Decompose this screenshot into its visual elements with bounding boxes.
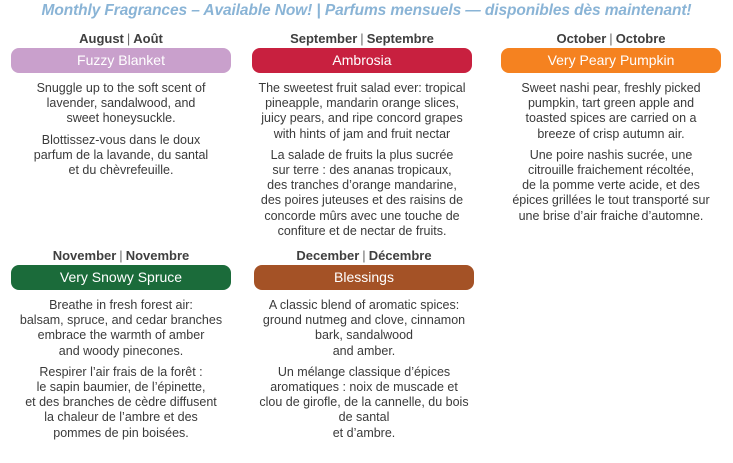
description-en: Sweet nashi pear, freshly picked pumpkin, tart green apple and toasted spices are carried on a breeze of crisp autumn air. [521, 81, 701, 141]
fragrance-name: Fuzzy Blanket [77, 52, 165, 68]
card-september [252, 30, 472, 245]
fragrance-name: Ambrosia [332, 52, 392, 68]
fragrance-name: Blessings [334, 269, 394, 285]
month-fr: Août [133, 31, 163, 46]
month-heading: December | Décembre [296, 248, 432, 263]
fragrance-name: Very Peary Pumpkin [547, 52, 675, 68]
fragrance-description [252, 81, 472, 239]
card-august [11, 30, 231, 184]
month-en: August [79, 31, 124, 46]
banner-title: Monthly Fragrances – Available Now! | Parfums mensuels — disponibles dès maintenant! [41, 2, 692, 19]
description-fr: Une poire nashis sucrée, une citrouille fraichement récoltée, de la pomme verte acide, et des épices grillées le tout transporté sur une brise d’air fraiche d’automne. [512, 147, 710, 223]
fragrance-name-pill [254, 265, 474, 290]
description-en: Snuggle up to the soft scent of lavender, sandalwood, and sweet honeysuckle. [36, 81, 206, 126]
month-fr: Novembre [125, 248, 190, 263]
description-fr: Respirer l’air frais de la forêt : le sapin baumier, de l’épinette, et des branches de cèdre diffusent la chaleur de l’ambre et des pommes de pin boisées. [25, 364, 217, 440]
month-fr: Décembre [368, 248, 432, 263]
description-fr: Un mélange classique d’épices aromatiques : noix de muscade et clou de girofle, de la cannelle, du bois de santal et d’ambre. [259, 364, 469, 440]
fragrance-description [11, 81, 231, 178]
month-fr: Octobre [615, 31, 666, 46]
description-en: The sweetest fruit salad ever: tropical pineapple, mandarin orange slices, juicy pears, and ripe concord grapes with hints of jam and fruit nectar [258, 81, 466, 141]
fragrance-name-pill [11, 48, 231, 73]
fragrance-name-pill [11, 265, 231, 290]
card-october [501, 30, 721, 230]
card-november [11, 247, 231, 447]
description-en: A classic blend of aromatic spices: ground nutmeg and clove, cinnamon bark, sandalwood and amber. [262, 298, 466, 358]
month-en: September [290, 31, 358, 46]
month-en: December [296, 248, 360, 263]
month-fr: Septembre [366, 31, 434, 46]
description-fr: La salade de fruits la plus sucrée sur terre : des ananas tropicaux, des tranches d’orange mandarine, des poires juteuses et des raisins de concorde mûrs avec une touche de confiture et de nectar de fruits. [260, 147, 464, 238]
fragrance-description [11, 298, 231, 441]
description-fr: Blottissez-vous dans le doux parfum de la lavande, du santal et du chèvrefeuille. [33, 132, 209, 178]
fragrance-description [254, 298, 474, 441]
fragrance-name-pill [501, 48, 721, 73]
month-heading: October | Octobre [556, 31, 666, 46]
month-heading: September | Septembre [290, 31, 434, 46]
fragrance-name: Very Snowy Spruce [59, 269, 183, 285]
card-december [254, 247, 474, 447]
fragrance-description [501, 81, 721, 224]
month-heading: August | Août [79, 31, 163, 46]
description-en: Breathe in fresh forest air: balsam, spruce, and cedar branches embrace the warmth of amber and woody pinecones. [19, 298, 223, 358]
month-heading: November | Novembre [52, 248, 190, 263]
fragrance-name-pill [252, 48, 472, 73]
month-en: October [556, 31, 607, 46]
month-en: November [52, 248, 117, 263]
